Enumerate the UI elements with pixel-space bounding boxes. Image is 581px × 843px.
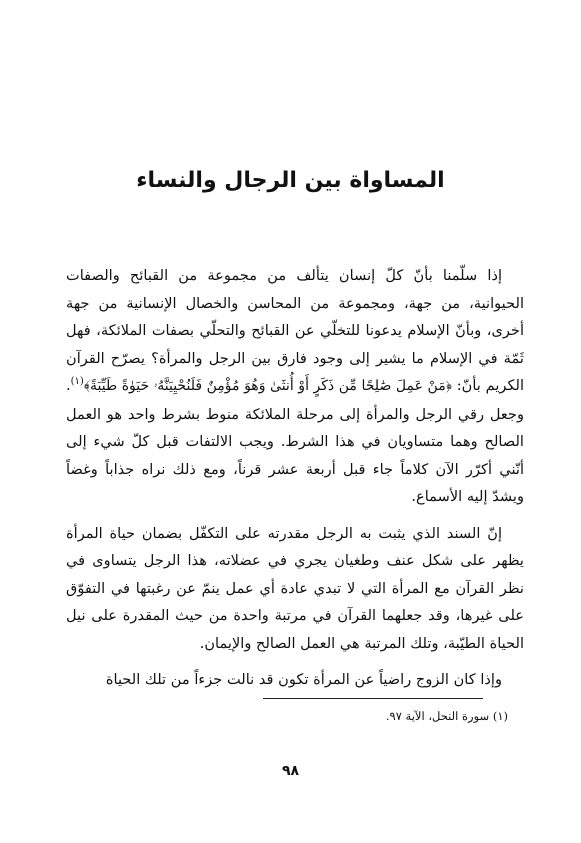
page-number: ٩٨ <box>281 763 300 779</box>
paragraph-3: وإذا كان الزوج راضياً عن المرأة تكون قد نالت جزءاً من تلك الحياة <box>105 671 502 688</box>
paragraph-1-text: إذا سلّمنا بأنّ كلّ إنسان يتألف من مجموعة من القبائح والصفات الحيوانية، من جهة، ومجموعة من المحاسن والخصال الإنسانية من جهة أخرى، وبأنّ الإسلام يدعونا للتخلّي عن القبائح والتحلّي بصفات الملائكة، فهل ثَمّة في الإسلام ما يشير إلى وجود فارق بين الرجل والمرأة؟ يصرّح القرآن الكريم بأنّ: <box>66 267 525 394</box>
paragraph-2: إنّ السند الذي يثبت به الرجل مقدرته على التكفّل بضمان حياة المرأة يظهر على شكل عنف وطغيان يجري في عضلاته، هذا الرجل يتساوى في نظر القرآن مع المرأة التي لا تبدي عادة أي عمل ينمّ عن رغبتها في التفوّق على غيرها، وقد جعلهما القرآن في مرتبة واحدة من حيث المقدرة على نيل الحياة الطيّبة، وتلك المرتبة هي العمل الصالح والإيمان. <box>66 524 524 652</box>
body-text <box>66 262 524 694</box>
chapter-title: المساواة بين الرجال والنساء <box>136 168 445 193</box>
paragraph-1 <box>66 262 524 511</box>
footnote: (١) سورة النحل، الآية ٩٧. <box>385 709 508 723</box>
footnote-divider <box>263 698 483 699</box>
quran-verse: ﴿مَنْ عَمِلَ صَٰلِحًا مِّن ذَكَرٍ أَوْ أُنثَىٰ وَهُوَ مُؤْمِنٌ فَلَنُحْيِيَنَّهُۥ حَيَوٰةً طَيِّبَةً﴾ <box>83 378 452 394</box>
paragraph-1-continuation: . وجعل رقي الرجل والمرأة إلى مرحلة الملائكة منوط بشرط واحد هو العمل الصالح وهما متساويان في هذا الشرط. ويجب الالتفات قبل كلّ شيء إلى أنّني أكرّر الآن كلاماً جاء قبل أربعة عشر قرناً، ومع ذلك نراه جذاباً وغضاً ويشدّ إليه الأسماع. <box>66 377 524 505</box>
footnote-marker: (١) <box>70 376 84 388</box>
